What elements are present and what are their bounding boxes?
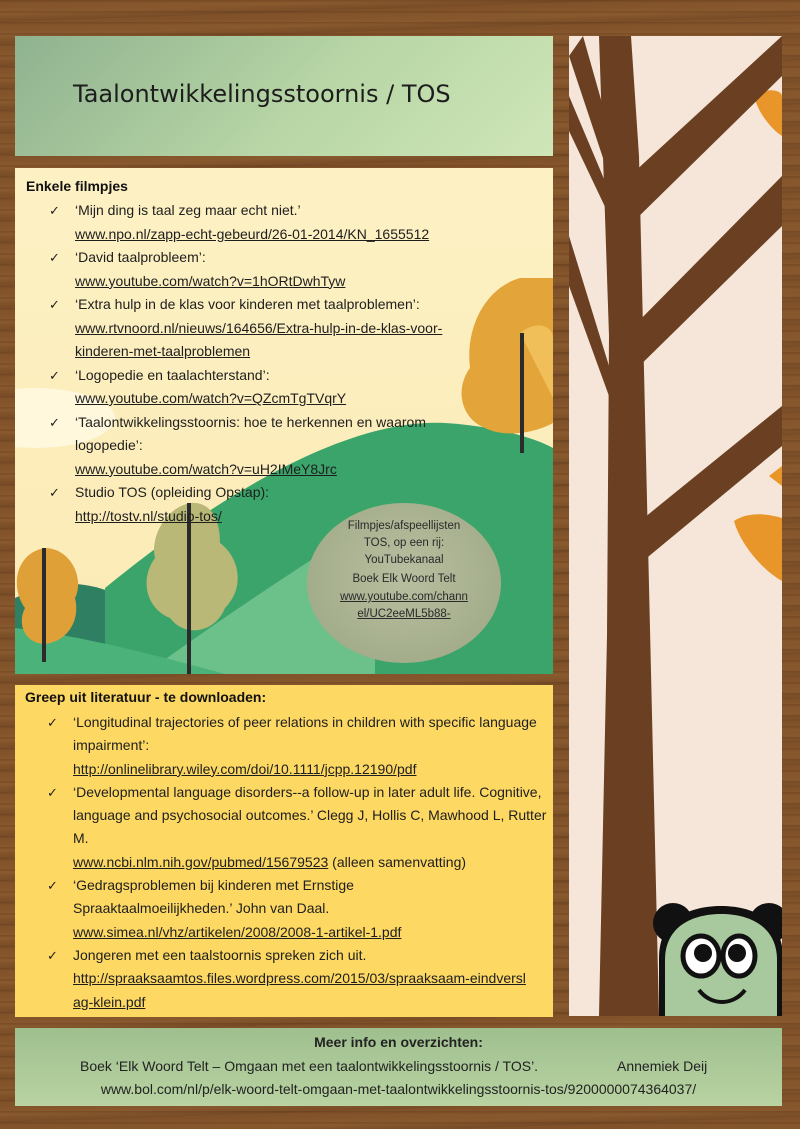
list-item <box>47 781 547 874</box>
panda-mascot <box>651 898 782 1016</box>
list-item <box>49 293 519 364</box>
playlist-line: YouTubekanaal <box>364 554 444 566</box>
literature-link[interactable]: www.ncbi.nlm.nih.gov/pubmed/15679523 <box>73 853 329 870</box>
playlist-line: TOS, op een rij: <box>363 537 445 549</box>
check-icon: ✓ <box>47 784 58 800</box>
check-icon: ✓ <box>49 297 60 312</box>
check-icon: ✓ <box>49 367 60 383</box>
list-item <box>49 411 519 482</box>
tree-icon <box>569 36 782 1016</box>
list-item <box>49 364 519 411</box>
film-link[interactable]: www.youtube.com/watch?v=uH2IMeY8Jrc <box>75 460 337 477</box>
literature-text: Jongeren met een taalstoornis spreken zich uit. <box>73 946 367 963</box>
info-heading: Meer info en overzichten: <box>314 1034 483 1050</box>
film-link[interactable]: http://tostv.nl/studio-tos/ <box>75 507 222 524</box>
book-reference: Boek ‘Elk Woord Telt – Omgaan met een taalontwikkelingsstoornis / TOS’. <box>80 1058 539 1074</box>
list-item <box>47 944 547 1014</box>
info-footer <box>15 1028 782 1106</box>
film-link[interactable]: www.youtube.com/watch?v=QZcmTgTVqrY <box>75 390 347 406</box>
check-icon: ✓ <box>47 715 58 730</box>
tree-illustration <box>569 36 782 1016</box>
literature-list <box>47 711 547 1014</box>
literature-text: ‘Gedragsproblemen bij kinderen met Ernstige Spraaktaalmoeilijkheden.’ John van Daal. <box>73 877 354 917</box>
check-icon: ✓ <box>49 250 60 265</box>
film-title: ‘David taalprobleem’: <box>75 249 206 265</box>
literature-link[interactable]: www.simea.nl/vhz/artikelen/2008/2008-1-artikel-1.pdf <box>73 923 402 940</box>
literature-link[interactable]: http://spraaksaamtos.files.wordpress.com/2015/03/spraaksaam-eindverslag-klein.pdf <box>73 970 526 1010</box>
film-title: ‘Mijn ding is taal zeg maar echt niet.’ <box>75 202 301 218</box>
films-section <box>15 168 553 674</box>
literature-text: ‘Developmental language disorders--a follow-up in later adult life. Cognitive, language and psychosocial outcomes.’ Clegg J, Hollis C, Mawhood L, Rutter M. <box>73 783 547 847</box>
film-link[interactable]: www.rtvnoord.nl/nieuws/164656/Extra-hulp-in-de-klas-voor-kinderen-met-taalproblemen <box>75 319 443 359</box>
check-icon: ✓ <box>49 485 60 500</box>
film-title: ‘Extra hulp in de klas voor kinderen met taalproblemen’: <box>75 296 420 312</box>
film-link[interactable]: www.npo.nl/zapp-echt-gebeurd/26-01-2014/KN_1655512 <box>75 225 430 242</box>
playlist-line: Boek Elk Woord Telt <box>352 573 456 585</box>
films-list <box>49 199 519 528</box>
title-panel <box>15 36 553 156</box>
check-icon: ✓ <box>47 878 58 894</box>
list-item <box>49 246 519 293</box>
films-heading: Enkele filmpjes <box>26 178 128 194</box>
film-title: Studio TOS (opleiding Opstap): <box>75 484 270 500</box>
playlist-link[interactable]: www.youtube.com/channel/UC2eeML5b88- <box>340 591 468 620</box>
check-icon: ✓ <box>47 947 58 963</box>
literature-link-line <box>73 851 547 874</box>
check-icon: ✓ <box>49 203 60 218</box>
film-title: ‘Logopedie en taalachterstand’: <box>75 366 270 383</box>
literature-heading: Greep uit literatuur - te downloaden: <box>25 689 267 705</box>
literature-suffix: (alleen samenvatting) <box>328 853 467 870</box>
literature-text: ‘Longitudinal trajectories of peer relations in children with specific language impairment’: <box>73 714 537 754</box>
list-item <box>47 711 547 781</box>
film-link[interactable]: www.youtube.com/watch?v=1hORtDwhTyw <box>75 272 346 289</box>
book-url[interactable]: www.bol.com/nl/p/elk-woord-telt-omgaan-met-taalontwikkelingsstoornis-tos/9200000074364037/ <box>100 1081 697 1097</box>
playlist-callout <box>307 503 501 663</box>
list-item <box>47 874 547 944</box>
literature-section <box>15 685 553 1017</box>
literature-link[interactable]: http://onlinelibrary.wiley.com/doi/10.1111/jcpp.12190/pdf <box>73 760 417 777</box>
page-title: Taalontwikkelingsstoornis / TOS <box>73 80 451 108</box>
film-title: ‘Taalontwikkelingsstoornis: hoe te herkennen en waarom logopedie’: <box>75 413 426 453</box>
check-icon: ✓ <box>49 414 60 430</box>
list-item <box>49 199 519 246</box>
playlist-line: Filmpjes/afspeellijsten <box>347 520 461 532</box>
book-author: Annemiek Deij <box>617 1058 708 1074</box>
